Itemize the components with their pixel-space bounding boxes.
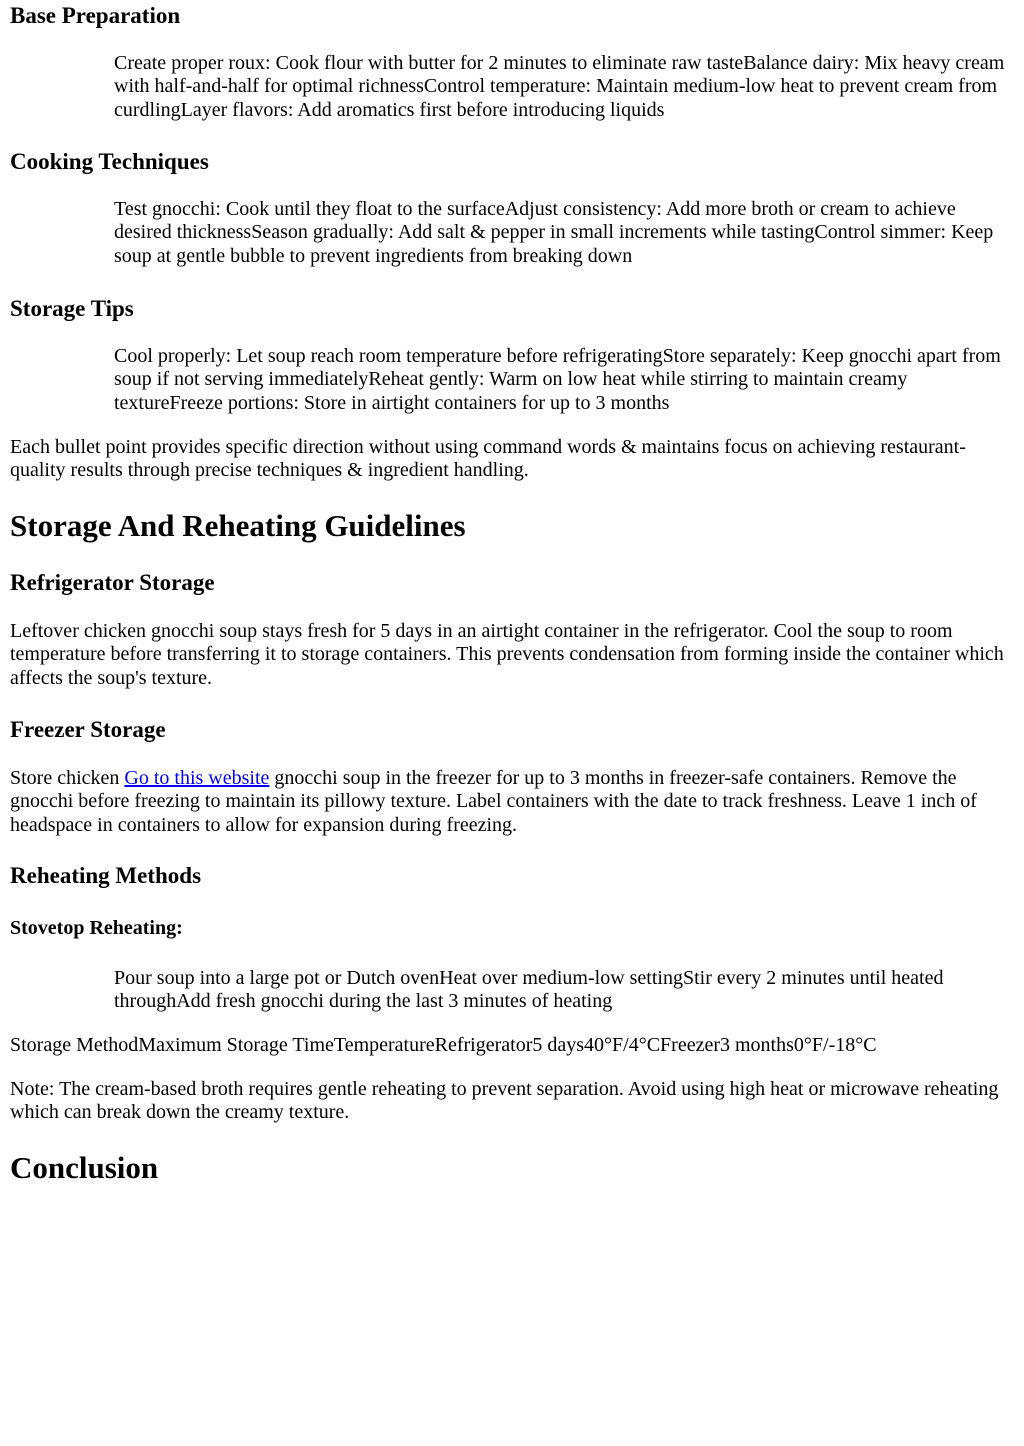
freezer-storage-paragraph bbox=[10, 767, 1014, 837]
storage-table-text: Storage MethodMaximum Storage TimeTemperatureRefrigerator5 days40°F/4°CFreezer3 months0°F/-18°C bbox=[10, 1034, 877, 1056]
website-link[interactable]: Go to this website bbox=[124, 767, 270, 789]
freezer-text-before: Store chicken bbox=[10, 767, 125, 789]
refrigerator-storage-paragraph: Leftover chicken gnocchi soup stays fresh for 5 days in an airtight container in the refrigerator. Cool the soup to room temperature before transferring it to storage containers. This prevents condensation from forming inside the container which affects the soup's texture. bbox=[10, 620, 1004, 689]
heading-stovetop-reheating: Stovetop Reheating: bbox=[10, 917, 183, 939]
stovetop-reheating-list: Pour soup into a large pot or Dutch ovenHeat over medium-low settingStir every 2 minutes until heated throughAdd fresh gnocchi during the last 3 minutes of heating bbox=[114, 967, 944, 1013]
base-preparation-list: Create proper roux: Cook flour with butter for 2 minutes to eliminate raw tasteBalance dairy: Mix heavy cream with half-and-half for optimal richnessControl temperature: Maintain medium-low heat to prevent cream from curdlingLayer flavors: Add aromatics first before introducing liquids bbox=[114, 52, 1005, 121]
heading-cooking-techniques: Cooking Techniques bbox=[10, 149, 209, 174]
note-paragraph: Note: The cream-based broth requires gentle reheating to prevent separation. Avoid using high heat or microwave reheating which can break down the creamy texture. bbox=[10, 1078, 999, 1124]
summary-paragraph: Each bullet point provides specific direction without using command words & maintains focus on achieving restaurant-quality results through precise techniques & ingredient handling. bbox=[10, 436, 966, 482]
heading-base-preparation: Base Preparation bbox=[10, 3, 181, 28]
heading-storage-tips: Storage Tips bbox=[10, 296, 134, 321]
heading-refrigerator-storage: Refrigerator Storage bbox=[10, 570, 215, 595]
heading-conclusion: Conclusion bbox=[10, 1150, 159, 1185]
heading-reheating-methods: Reheating Methods bbox=[10, 863, 202, 888]
storage-tips-list: Cool properly: Let soup reach room temperature before refrigeratingStore separately: Keep gnocchi apart from soup if not serving immediatelyReheat gently: Warm on low heat while stirring to maintain creamy textureFreeze portions: Store in airtight containers for up to 3 months bbox=[114, 345, 1001, 414]
cooking-techniques-list: Test gnocchi: Cook until they float to the surfaceAdjust consistency: Add more broth or cream to achieve desired thicknessSeason gradually: Add salt & pepper in small increments while tastingControl simmer: Keep soup at gentle bubble to prevent ingredients from breaking down bbox=[114, 198, 994, 267]
heading-storage-reheating-guidelines: Storage And Reheating Guidelines bbox=[10, 508, 466, 543]
heading-freezer-storage: Freezer Storage bbox=[10, 717, 166, 742]
freezer-text-after: gnocchi soup in the freezer for up to 3 months in freezer-safe containers. Remove the gnocchi before freezing to maintain its pillowy texture. Label containers with the date to track freshness. Leave 1 inch of headspace in containers to allow for expansion during freezing. bbox=[10, 767, 977, 836]
